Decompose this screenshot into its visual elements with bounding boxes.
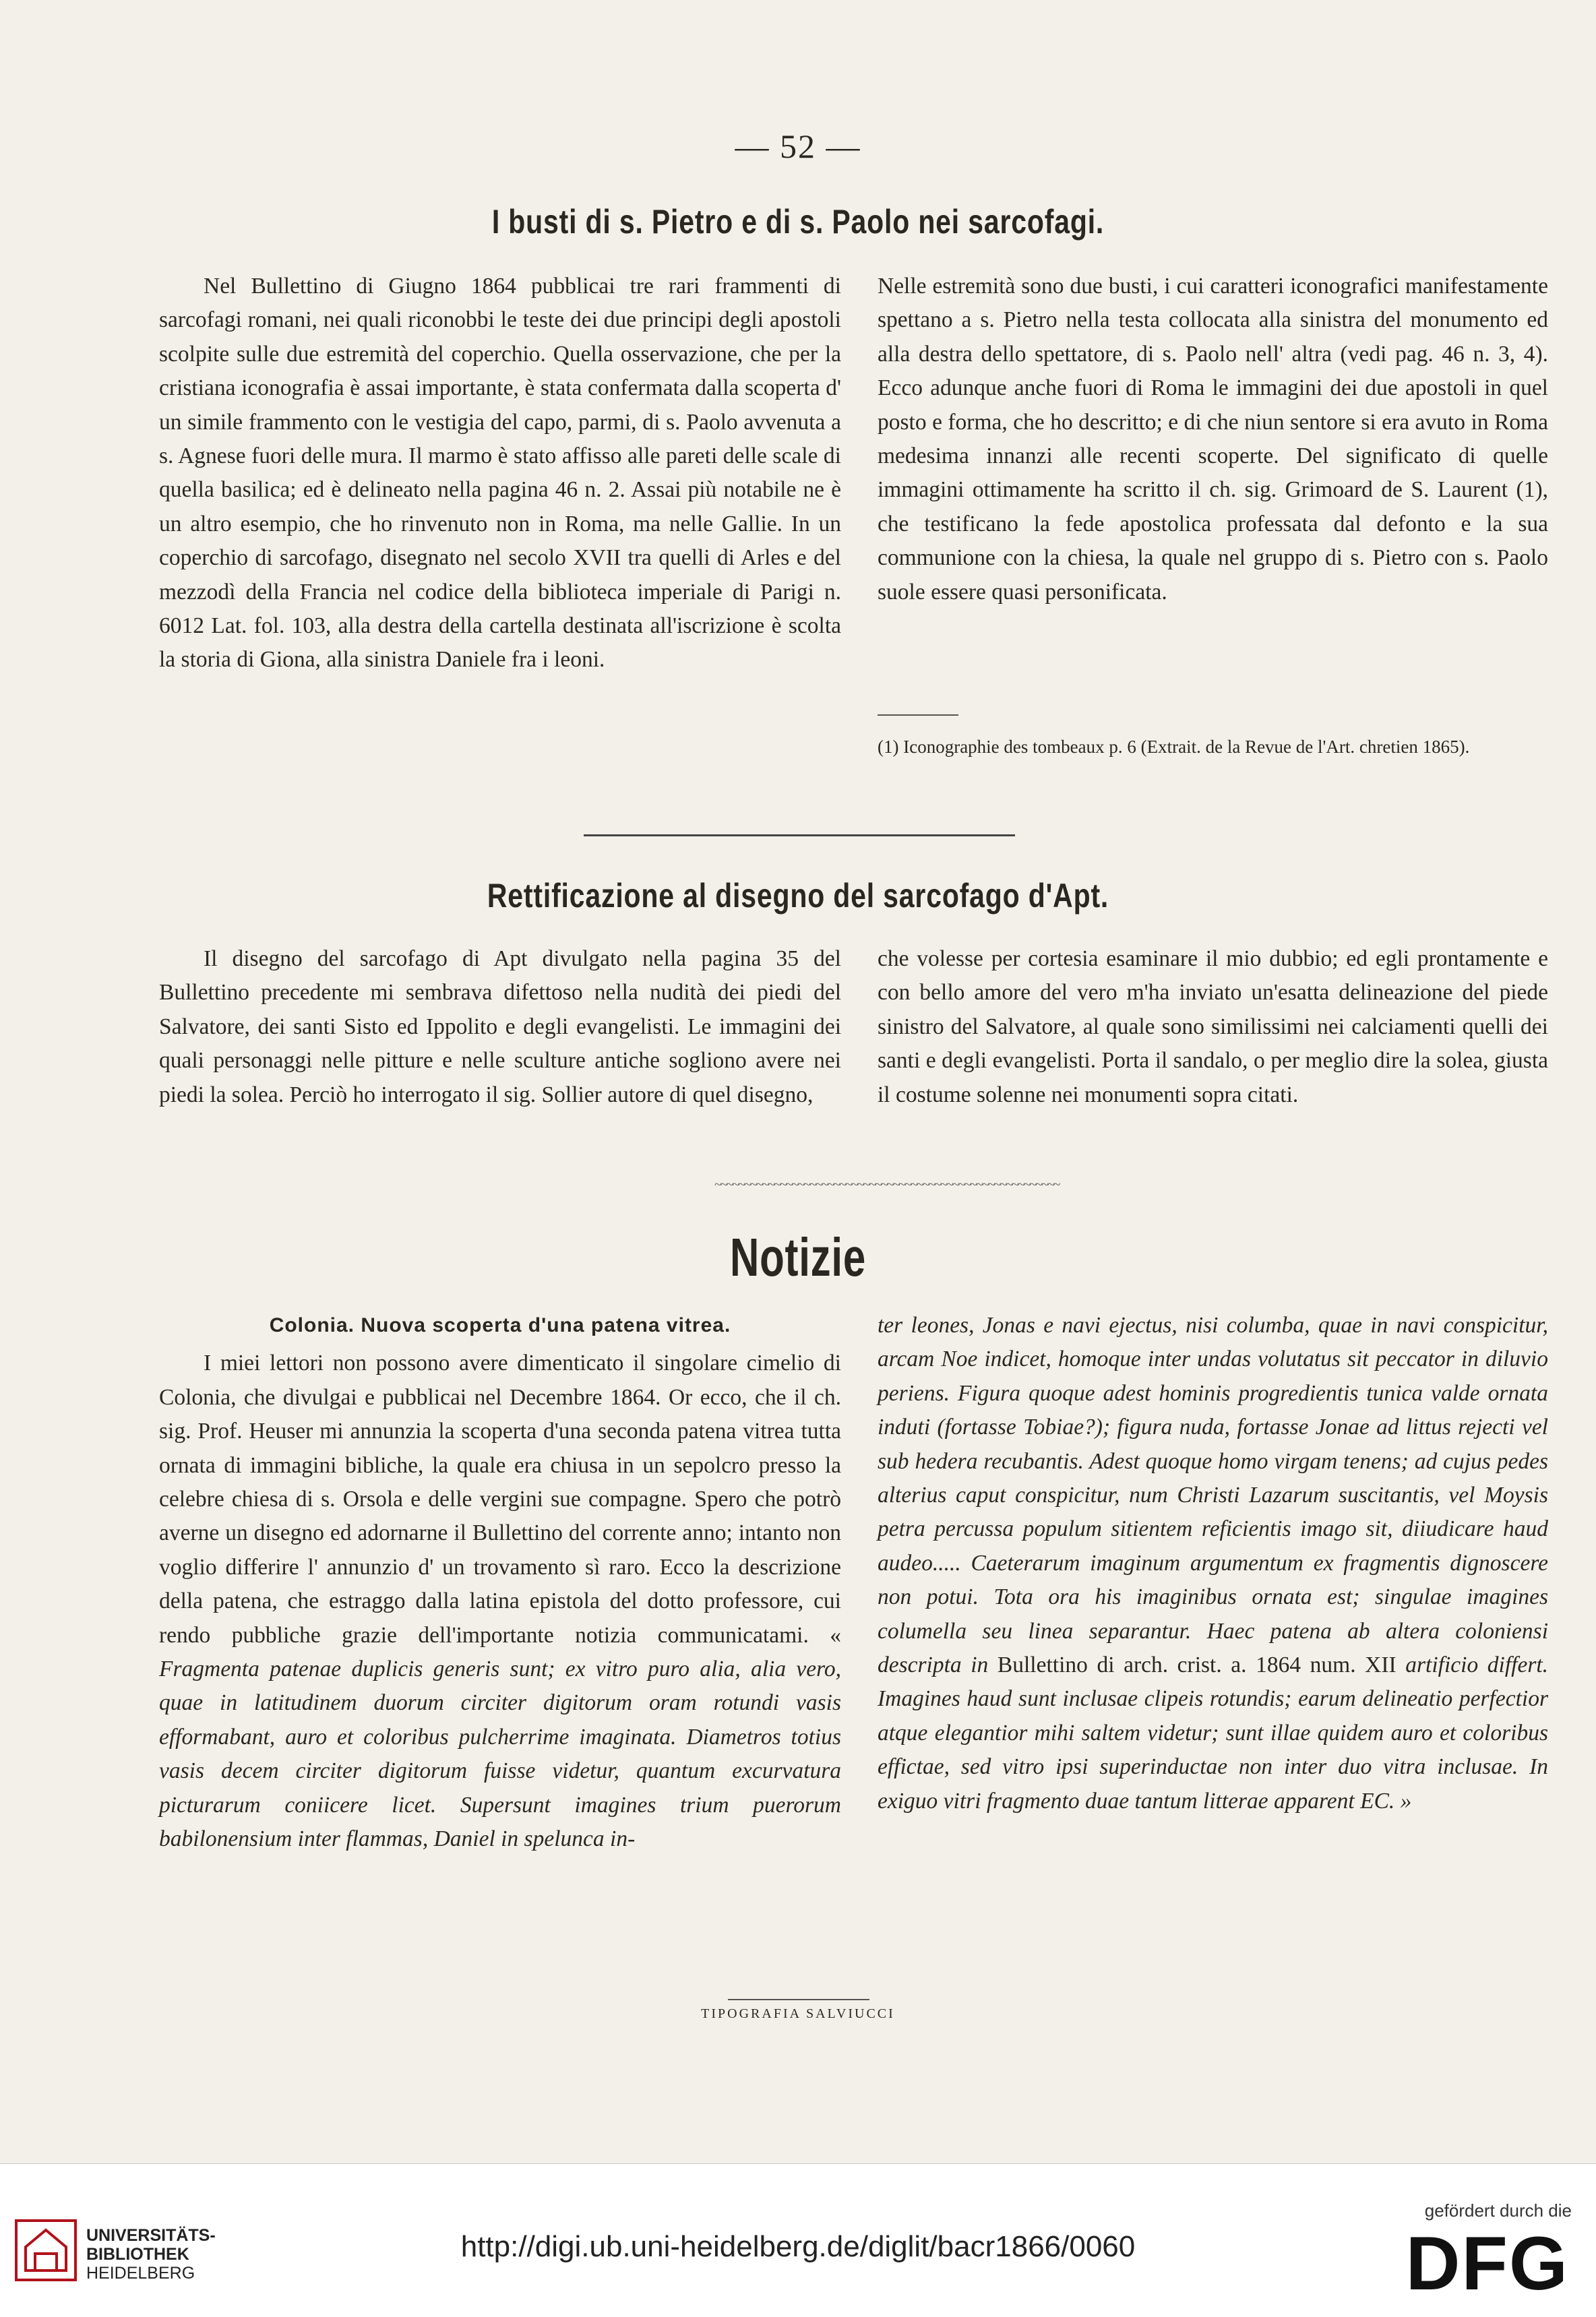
latin-quote: artificio differt. Imagines haud sunt inclusae clipeis rotundis; earum delineatio perfectior atque elegantior mihi saltem videtur; sunt illae quidem auro et coloribus effictae, sed vitro ipsi superinductae non inter duo vitra inclusae. In exiguo vitri fragmento duae tantum litterae apparent EC. » xyxy=(878,1652,1549,1814)
footnote: (1) Iconographie des tombeaux p. 6 (Extrait. de la Revue de l'Art. chretien 1865). xyxy=(878,737,1470,757)
logo-line: UNIVERSITÄTS- xyxy=(86,2226,216,2245)
article-rettificazione-left-column xyxy=(159,942,841,1112)
paragraph: che volesse per cortesia esaminare il mio dubbio; ed egli prontamente e con bello amore del vero m'ha inviato un'esatta delineazione del piede sinistro del Salvatore, al quale sono similissimi nei calciamenti quelli dei santi e degli evangelisti. Porta il sandalo, o per meglio dire la solea, giusta il costume solenne nei monumenti sopra citati. xyxy=(878,946,1548,1107)
footer-bar xyxy=(0,2163,1596,2317)
article-busti-left-column xyxy=(159,270,841,677)
footnote-divider xyxy=(878,714,958,716)
paragraph: Nel Bullettino di Giugno 1864 pubblicai tre rari frammenti di sarcofagi romani, nei quali riconobbi le teste dei due principi degli apostoli scolpite sulle due estremità del coperchio. Quella osservazione, che per la cristiana iconografia è assai importante, è stata confermata dalla scoperta d' un simile frammento con le vestigia del capo, parmi, di s. Paolo avvenuta a s. Agnese fuori delle mura. Il marmo è stato affisso alle pareti delle scale di quella basilica; ed è delineato nella pagina 46 n. 2. Assai più notabile ne è un altro esempio, che ho rinvenuto non in Roma, ma nelle Gallie. In un coperchio di sarcofago, disegnato nel secolo XVII tra quelli di Arles e del mezzodì della Francia nel codice della biblioteca imperiale di Parigi n. 6012 Lat. fol. 103, alla destra della cartella destinata all'iscrizione è scolta la storia di Giona, alla sinistra Daniele fra i leoni. xyxy=(159,274,841,673)
paragraph: Nelle estremità sono due busti, i cui caratteri iconografici manifestamente spettano a s. Pietro nella testa collocata alla sinistra del monumento ed alla destra dello spettatore, di s. Paolo nell' altra (vedi pag. 46 n. 3, 4). Ecco adunque anche fuori di Roma le immagini dei due apostoli in quel posto e forma, che ho descritto; e di che niun sentore si era avuto in Roma medesima innanzi alle recenti scoperte. Del significato di quelle immagini ottimamente ha scritto il ch. sig. Grimoard de S. Laurent (1), che testificano la fede apostolica professata dal defonto e la sua communione con la chiesa, la quale nel gruppo di s. Pietro con s. Paolo suole essere quasi personificata. xyxy=(878,274,1548,605)
logo-line: BIBLIOTHEK xyxy=(86,2245,189,2264)
notizie-left-column xyxy=(159,1309,841,1857)
wavy-divider: ~~~~~~~~~~~~~~~~~~~~~~~~~~~~~~~~~~~~~~~~~~~~~~~~~~~~~~~~~~ xyxy=(714,1177,1060,1192)
dfg-logo: DFG xyxy=(1405,2221,1569,2306)
page-number: — 52 — xyxy=(735,127,861,165)
article-busti-right-column xyxy=(878,270,1548,609)
article-title-busti: I busti di s. Pietro e di s. Paolo nei sarcofagi. xyxy=(491,203,1105,241)
funding-label: gefördert durch die xyxy=(1424,2200,1572,2221)
permalink-url[interactable]: http://digi.ub.uni-heidelberg.de/diglit/bacr1866/0060 xyxy=(460,2230,1136,2263)
printer-divider xyxy=(728,1999,869,2000)
article-title-rettificazione: Rettificazione al disegno del sarcofago d'Apt. xyxy=(487,877,1109,915)
paragraph xyxy=(159,1347,841,1856)
notizie-right-column xyxy=(878,1309,1548,1818)
logo-line: HEIDELBERG xyxy=(86,2264,195,2283)
section-divider xyxy=(584,834,1015,836)
notizie-subheading: Colonia. Nuova scoperta d'una patena vitrea. xyxy=(269,1314,731,1336)
latin-quote: ter leones, Jonas e navi ejectus, nisi columba, quae in navi conspicitur, arcam Noe indicet, homoque inter undas volutatus sit peccator in diluvio periens. Figura quoque adest hominis progredientis tunica valde ornata induti (fortasse Tobiae?); figura nuda, fortasse Jonae ad littus rejecti vel sub hedera recubantis. Adest quoque homo virgam tenens; ad cujus pedes alterius caput conspicitur, num Christi Lazarum suscitantis, vel Moysis petra percussa populum sitientem reficientis imago sit, diiudicare haud audeo..... Caeterarum imaginum argumentum ex fragmentis dignoscere non potui. Tota ora his imaginibus ornata est; singulae imagines columella seu linea separantur. Haec patena ab altera coloniensi descripta in xyxy=(878,1313,1548,1678)
paragraph: Il disegno del sarcofago di Apt divulgato nella pagina 35 del Bullettino precedente mi sembrava difettoso nella nudità dei piedi del Salvatore, dei santi Sisto ed Ippolito e degli evangelisti. Le immagini dei quali personaggi nelle pitture e nelle sculture antiche sogliono avere nei piedi la solea. Perciò ho interrogato il sig. Sollier autore di quel disegno, xyxy=(159,946,841,1107)
paragraph xyxy=(878,1309,1548,1818)
section-title-notizie: Notizie xyxy=(730,1227,866,1287)
printer-imprint: TIPOGRAFIA SALVIUCCI xyxy=(701,2006,895,2021)
article-rettificazione-right-column xyxy=(878,942,1548,1112)
citation: Bullettino di arch. crist. a. 1864 num. XII xyxy=(997,1652,1396,1678)
paragraph-text: I miei lettori non possono avere dimenticato il singolare cimelio di Colonia, che divulgai e pubblicai nel Decembre 1864. Or ecco, che il ch. sig. Prof. Heuser mi annunzia la scoperta d'una seconda patena vitrea tutta ornata di immagini bibliche, la quale era chiusa in un sepolcro presso la celebre chiesa di s. Orsola e delle vergini sue compagne. Spero che potrò averne un disegno ed adornarne il Bullettino del corrente anno; intanto non voglio differire l' annunzio d' un trovamento sì raro. Ecco la descrizione della patena, che estraggo dalla latina epistola del dotto professore, cui rendo pubbliche grazie dell'importante notizia communicatami. « xyxy=(159,1351,841,1648)
latin-quote: Fragmenta patenae duplicis generis sunt; ex vitro puro alia, alia vero, quae in latitudinem duorum circiter digitorum oram rotundi vasis efformabant, auro et coloribus pulcherrime imaginata. Diametros totius vasis decem circiter digitorum fuisse videtur, quantum excurvatura picturarum coniicere licet. Supersunt imagines trium puerorum babilonensium inter flammas, Daniel in spelunca in- xyxy=(159,1657,841,1852)
